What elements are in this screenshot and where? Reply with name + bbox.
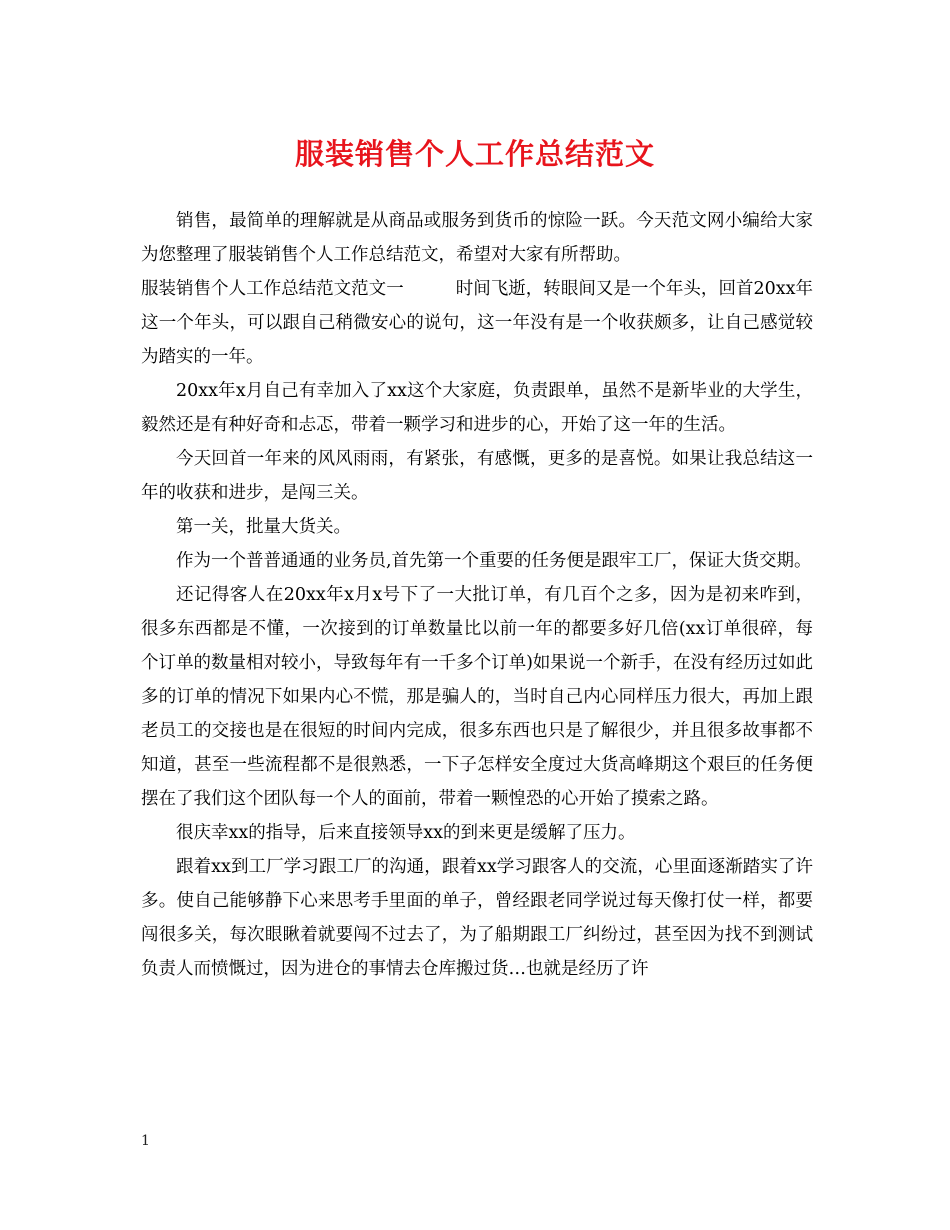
sample-paragraph	[141, 272, 813, 374]
body-paragraph: 跟着xx到工厂学习跟工厂的沟通，跟着xx学习跟客人的交流，心里面逐渐踏实了许多。使自己能够静下心来思考手里面的单子，曾经跟老同学说过每天像打仗一样，都要闯很多关，每次眼瞅着就要闯不过去了，为了船期跟工厂纠纷过，甚至因为找不到测试负责人而愤慨过，因为进仓的事情去仓库搬过货…也就是经历了许	[141, 857, 813, 979]
body-paragraph: 还记得客人在20xx年x月x号下了一大批订单，有几百个之多，因为是初来咋到，很多东西都是不懂，一次接到的订单数量比以前一年的都要多好几倍(xx订单很碎，每个订单的数量相对较小，导致每年有一千多个订单)如果说一个新手，在没有经历过如此多的订单的情况下如果内心不慌，那是骗人的，当时自己内心同样压力很大，再加上跟老员工的交接也是在很短的时间内完成，很多东西也只是了解很少，并且很多故事都不知道，甚至一些流程都不是很熟悉，一下子怎样安全度过大货高峰期这个艰巨的任务便摆在了我们这个团队每一个人的面前，带着一颗惶恐的心开始了摸索之路。	[141, 585, 813, 809]
body-paragraph: 很庆幸xx的指导，后来直接领导xx的到来更是缓解了压力。	[176, 823, 636, 843]
body-paragraph: 20xx年x月自己有幸加入了xx这个大家庭，负责跟单，虽然不是新毕业的大学生，毅然还是有种好奇和忐忑，带着一颗学习和进步的心，开始了这一年的生活。	[141, 381, 813, 435]
document-title: 服装销售个人工作总结范文	[294, 137, 655, 171]
page-number: 1	[141, 1133, 150, 1149]
body-paragraph: 第一关，批量大货关。	[176, 517, 351, 537]
sample-heading: 服装销售个人工作总结范文范文一	[141, 279, 404, 299]
body-paragraph: 今天回首一年来的风风雨雨，有紧张，有感慨，更多的是喜悦。如果让我总结这一年的收获和进步，是闯三关。	[141, 449, 813, 503]
body-paragraph: 作为一个普普通通的业务员,首先第一个重要的任务便是跟牢工厂，保证大货交期。	[176, 551, 812, 571]
document-body	[141, 204, 813, 986]
intro-paragraph: 销售，最简单的理解就是从商品或服务到货币的惊险一跃。今天范文网小编给大家为您整理了服装销售个人工作总结范文，希望对大家有所帮助。	[141, 211, 813, 265]
sample-first-text: 时间飞逝，转眼间又是一个年头，回首20xx年这一个年头，可以跟自己稍微安心的说句，这一年没有是一个收获颇多，让自己感觉较为踏实的一年。	[141, 279, 813, 367]
